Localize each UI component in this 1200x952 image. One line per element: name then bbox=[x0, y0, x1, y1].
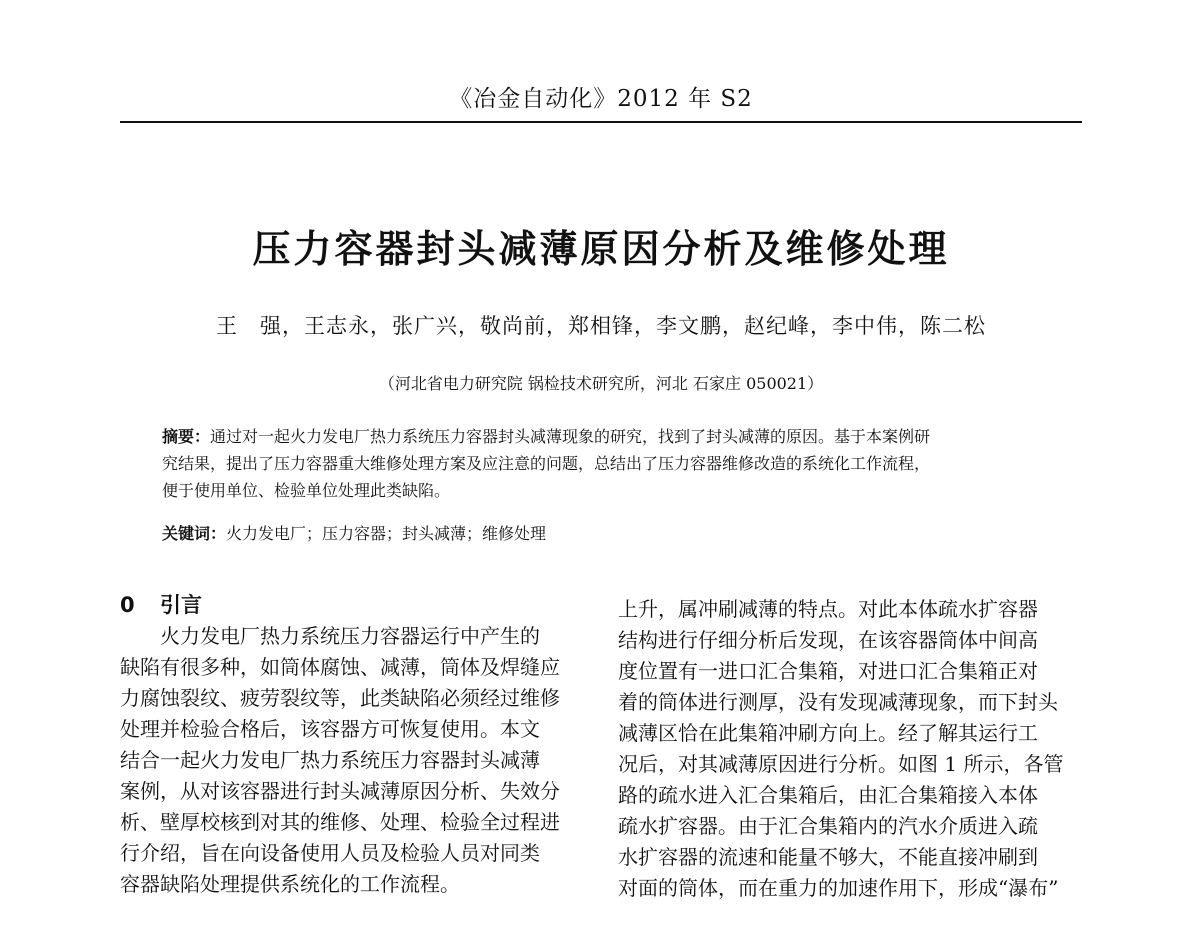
body-line: 缺陷有很多种，如筒体腐蚀、减薄，筒体及焊缝应 bbox=[120, 655, 560, 679]
body-line: 对面的筒体，而在重力的加速作用下，形成“瀑布” bbox=[618, 876, 1059, 900]
running-header: 《冶金自动化》2012 年 S2 bbox=[449, 86, 753, 112]
body-line: 结合一起火力发电厂热力系统压力容器封头减薄 bbox=[120, 748, 540, 772]
author-list: 王 强，王志永，张广兴，敬尚前，郑相锋，李文鹏，赵纪峰，李中伟，陈二松 bbox=[216, 314, 986, 338]
body-line: 着的筒体进行测厚，没有发现减薄现象，而下封头 bbox=[618, 690, 1058, 714]
abstract-line-text: 通过对一起火力发电厂热力系统压力容器封头减薄现象的研究，找到了封头减薄的原因。基于本案例研 bbox=[210, 427, 931, 446]
body-line: 上升，属冲刷减薄的特点。对此本体疏水扩容器 bbox=[618, 597, 1038, 621]
keywords-label: 关键词： bbox=[162, 524, 227, 543]
body-line: 水扩容器的流速和能量不够大，不能直接冲刷到 bbox=[618, 845, 1038, 869]
body-line: 析、壁厚校核到对其的维修、处理、检验全过程进 bbox=[120, 810, 560, 834]
body-line: 力腐蚀裂纹、疲劳裂纹等，此类缺陷必须经过维修 bbox=[120, 686, 560, 710]
body-line: 行介绍，旨在向设备使用人员及检验人员对同类 bbox=[120, 841, 540, 865]
right-column bbox=[618, 594, 1086, 904]
body-line: 况后，对其减薄原因进行分析。如图 1 所示，各管 bbox=[618, 752, 1064, 776]
body-line: 处理并检验合格后，该容器方可恢复使用。本文 bbox=[120, 717, 540, 741]
body-line: 火力发电厂热力系统压力容器运行中产生的 bbox=[160, 624, 540, 648]
affiliation: （河北省电力研究院 锅检技术研究所，河北 石家庄 050021） bbox=[378, 374, 824, 393]
keywords-text: 火力发电厂；压力容器；封头减薄；维修处理 bbox=[226, 524, 547, 543]
section-title: 引言 bbox=[160, 593, 202, 617]
abstract-label: 摘要： bbox=[162, 427, 211, 446]
body-line: 度位置有一进口汇合集箱，对进口汇合集箱正对 bbox=[618, 659, 1038, 683]
section-number: 0 bbox=[120, 593, 135, 617]
paper-title: 压力容器封头减薄原因分析及维修处理 bbox=[252, 227, 950, 271]
body-line: 路的疏水进入汇合集箱后，由汇合集箱接入本体 bbox=[618, 783, 1038, 807]
body-line: 疏水扩容器。由于汇合集箱内的汽水介质进入疏 bbox=[618, 814, 1038, 838]
body-line: 减薄区恰在此集箱冲刷方向上。经了解其运行工 bbox=[618, 721, 1038, 745]
body-line: 结构进行仔细分析后发现，在该容器筒体中间高 bbox=[618, 628, 1038, 652]
abstract-line: 便于使用单位、检验单位处理此类缺陷。 bbox=[162, 481, 451, 500]
abstract bbox=[162, 423, 1080, 504]
section-heading bbox=[120, 590, 588, 621]
body-line: 案例，从对该容器进行封头减薄原因分析、失效分 bbox=[120, 779, 560, 803]
abstract-line bbox=[162, 423, 1080, 450]
left-column bbox=[120, 590, 588, 900]
abstract-line: 究结果，提出了压力容器重大维修处理方案及应注意的问题，总结出了压力容器维修改造的系统化工作流程， bbox=[162, 454, 931, 473]
keywords bbox=[162, 520, 1080, 547]
intro-paragraph bbox=[120, 621, 588, 900]
body-line: 容器缺陷处理提供系统化的工作流程。 bbox=[120, 872, 460, 896]
header-rule bbox=[120, 121, 1082, 123]
